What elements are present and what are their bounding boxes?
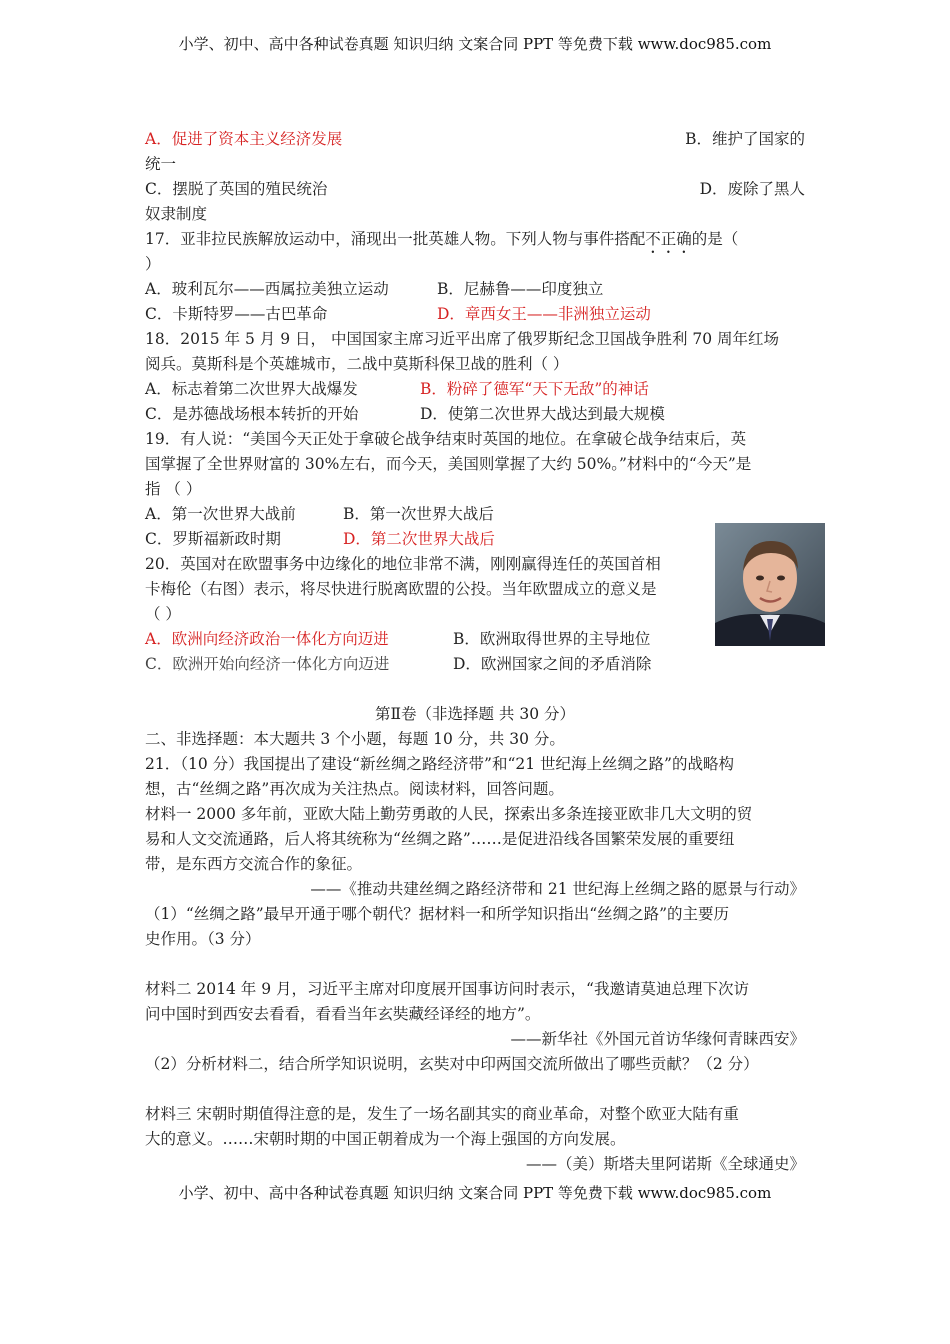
- q18-option-d: D．使第二次世界大战达到最大规模: [420, 405, 665, 423]
- q20-stem-2: 卡梅伦（右图）表示，将尽快进行脱离欧盟的公投。当年欧盟成立的意义是: [145, 580, 657, 598]
- material-2-line-2: 问中国时到西安去看看，看看当年玄奘藏经译经的地方”。: [145, 1005, 541, 1023]
- q20-option-c: C．欧洲开始向经济一体化方向迈进: [145, 655, 390, 673]
- material-1-source: ——《推动共建丝绸之路经济带和 21 世纪海上丝绸之路的愿景与行动》: [310, 880, 805, 898]
- q16-option-b: B．维护了国家的: [685, 130, 805, 148]
- q17-option-a: A．玻利瓦尔——西属拉美独立运动: [145, 280, 389, 298]
- q19-option-d: D．第二次世界大战后: [343, 530, 495, 548]
- q20-option-b: B．欧洲取得世界的主导地位: [453, 630, 651, 648]
- q18-option-a: A．标志着第二次世界大战爆发: [145, 380, 358, 398]
- q16-option-b-cont: 统一: [145, 155, 177, 173]
- q20-stem-3: （ ）: [145, 605, 181, 623]
- q17-stem-cont: ）: [145, 255, 161, 273]
- question-1-line-2: 史作用。（3 分）: [145, 930, 261, 948]
- material-1-line-3: 带，是东西方交流合作的象征。: [145, 855, 363, 873]
- section-intro: 二、非选择题：本大题共 3 个小题，每题 10 分，共 30 分。: [145, 730, 565, 748]
- q16-option-a: A．促进了资本主义经济发展: [145, 130, 343, 148]
- q17-option-d: D．章西女王——非洲独立运动: [437, 305, 651, 323]
- q18-stem-1: 18．2015 年 5 月 9 日， 中国国家主席习近平出席了俄罗斯纪念卫国战争胜利 70 周年红场: [145, 330, 780, 348]
- cameron-portrait-photo: [715, 523, 825, 646]
- q19-option-b: B．第一次世界大战后: [343, 505, 494, 523]
- material-3-line-1: 材料三 宋朝时期值得注意的是，发生了一场名副其实的商业革命，对整个欧亚大陆有重: [145, 1105, 739, 1123]
- q16-option-c: C．摆脱了英国的殖民统治: [145, 180, 328, 198]
- material-2-source: ——新华社《外国元首访华缘何青睐西安》: [510, 1030, 805, 1048]
- q17-emphasis: 不正确: [645, 230, 692, 248]
- q16-option-d: D．废除了黑人: [699, 180, 805, 198]
- q19-option-c: C．罗斯福新政时期: [145, 530, 281, 548]
- material-1-line-2: 易和人文交流通路，后人将其统称为“丝绸之路”……是促进沿线各国繁荣发展的重要纽: [145, 830, 735, 848]
- q17-option-c: C．卡斯特罗——古巴革命: [145, 305, 328, 323]
- q17-stem: 17．亚非拉民族解放运动中，涌现出一批英雄人物。下列人物与事件搭配不正确的是（: [145, 230, 739, 248]
- q19-option-a: A．第一次世界大战前: [145, 505, 296, 523]
- q20-stem-1: 20．英国对在欧盟事务中边缘化的地位非常不满，刚刚赢得连任的英国首相: [145, 555, 661, 573]
- q19-stem-1: 19．有人说：“美国今天正处于拿破仑战争结束时英国的地位。在拿破仑战争结束后，英: [145, 430, 747, 448]
- page-header: 小学、初中、高中各种试卷真题 知识归纳 文案合同 PPT 等免费下载 www.doc985.com: [178, 35, 772, 53]
- q18-stem-2: 阅兵。莫斯科是个英雄城市，二战中莫斯科保卫战的胜利（ ）: [145, 355, 569, 373]
- material-3-line-2: 大的意义。……宋朝时期的中国正朝着成为一个海上强国的方向发展。: [145, 1130, 626, 1148]
- question-1-line-1: （1）“丝绸之路”最早开通于哪个朝代？据材料一和所学知识指出“丝绸之路”的主要历: [145, 905, 730, 923]
- q21-stem-2: 想，古“丝绸之路”再次成为关注热点。阅读材料，回答问题。: [145, 780, 564, 798]
- q21-stem-1: 21．（10 分）我国提出了建设“新丝绸之路经济带”和“21 世纪海上丝绸之路”的战略构: [145, 755, 734, 773]
- q16-option-d-cont: 奴隶制度: [145, 205, 208, 223]
- q18-option-b: B．粉碎了德军“天下无敌”的神话: [420, 380, 649, 398]
- portrait-image: [715, 523, 825, 646]
- q20-option-d: D．欧洲国家之间的矛盾消除: [453, 655, 652, 673]
- q19-stem-3: 指 （ ）: [145, 480, 202, 498]
- q20-option-a: A．欧洲向经济政治一体化方向迈进: [145, 630, 389, 648]
- q19-stem-2: 国掌握了全世界财富的 30%左右，而今天，美国则掌握了大约 50%。”材料中的“今天”是: [145, 455, 752, 473]
- section-title: 第Ⅱ卷（非选择题 共 30 分）: [374, 705, 576, 723]
- material-1-line-1: 材料一 2000 多年前，亚欧大陆上勤劳勇敢的人民，探索出多条连接亚欧非几大文明的贸: [145, 805, 753, 823]
- q18-option-c: C．是苏德战场根本转折的开始: [145, 405, 359, 423]
- material-2-line-1: 材料二 2014 年 9 月，习近平主席对印度展开国事访问时表示，“我邀请莫迪总理下次访: [145, 980, 749, 998]
- material-3-source: ——（美）斯塔夫里阿诺斯《全球通史》: [525, 1155, 805, 1173]
- page-footer: 小学、初中、高中各种试卷真题 知识归纳 文案合同 PPT 等免费下载 www.doc985.com: [178, 1184, 772, 1202]
- question-2: （2）分析材料二，结合所学知识说明，玄奘对中印两国交流所做出了哪些贡献？（2 分）: [145, 1055, 759, 1073]
- q17-option-b: B．尼赫鲁——印度独立: [437, 280, 604, 298]
